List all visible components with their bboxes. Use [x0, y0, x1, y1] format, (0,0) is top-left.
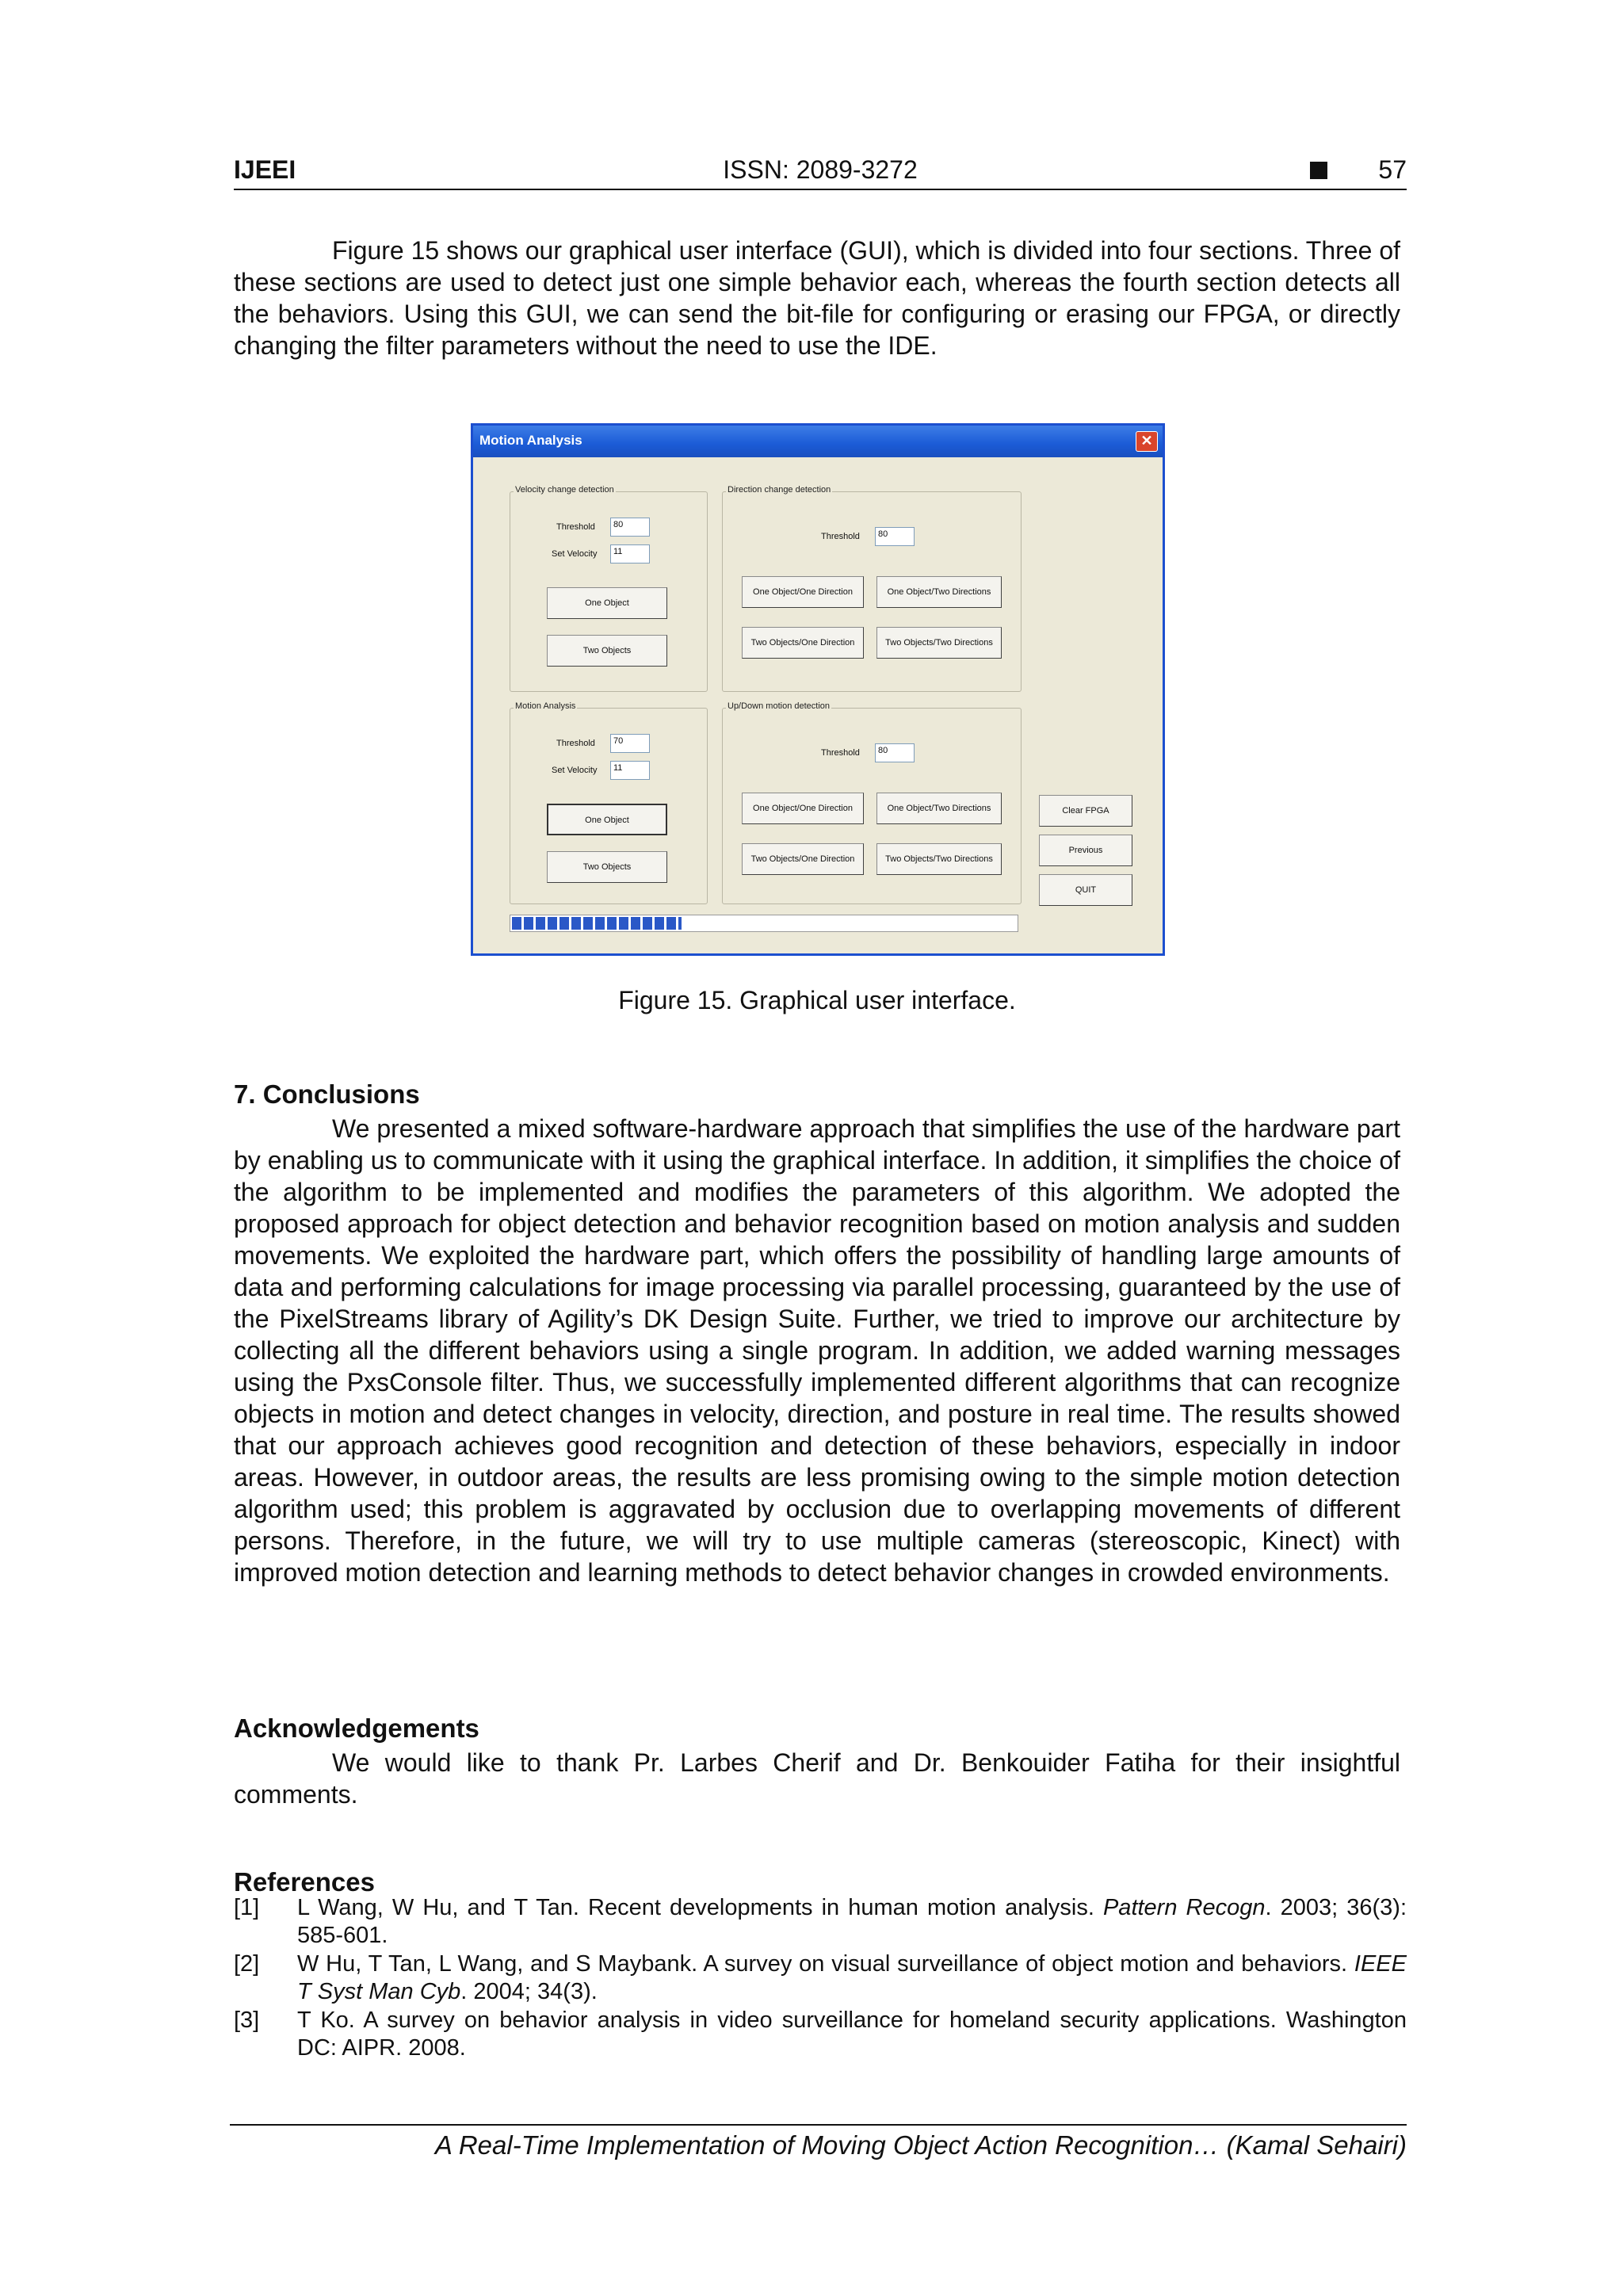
- conclusions-paragraph: [234, 1113, 1400, 1588]
- reference-text: L Wang, W Hu, and T Tan. Recent developments in human motion analysis.: [297, 1895, 1103, 1920]
- updown-legend: Up/Down motion detection: [727, 701, 831, 711]
- reference-number: [1]: [234, 1895, 260, 1920]
- updown-btn-one-one[interactable]: One Object/One Direction: [742, 793, 864, 824]
- intro-text: Figure 15 shows our graphical user interface (GUI), which is divided into four sections. Three of these sections are used to detect just one simple behavior each, whereas the fourth section detects all the behaviors. Using this GUI, we can send the bit-file for configuring or erasing our FPGA, or directly changing the filter parameters without the need to use the IDE.: [234, 236, 1400, 360]
- reference-text-end: . 2004; 34(3).: [460, 1979, 598, 2004]
- velocity-setvel-label: Set Velocity: [552, 549, 598, 559]
- reference-text: T Ko. A survey on behavior analysis in video surveillance for homeland security applications. Washington DC: AIPR. 2008.: [297, 2008, 1407, 2061]
- velocity-legend: Velocity change detection: [515, 485, 614, 495]
- acknowledgements-heading: Acknowledgements: [234, 1713, 479, 1743]
- conclusions-text: We presented a mixed software-hardware approach that simplifies the use of the hardware part by enabling us to communicate with it using the graphical interface. In addition, it simplifies the choice of the algorithm to be implemented and modifies the parameters of this algorithm. We adopted the proposed approach for object detection and behavior recognition based on motion analysis and sudden movements. We exploited the hardware part, which offers the possibility of handling large amounts of data and performing calculations for image processing via parallel processing, guaranteed by the use of the PixelStreams library of Agility’s DK Design Suite. Further, we tried to improve our architecture by collecting all the different behaviors using a single program. In addition, we added warning messages using the PxsConsole filter. Thus, we successfully implemented different algorithms that can recognize objects in motion and detect changes in velocity, direction, and posture in real time. The results showed that our approach achieves good recognition and detection of these behaviors, especially in indoor areas. However, in outdoor areas, the results are less promising owing to the simple motion detection algorithm used; this problem is aggravated by occlusion due to overlapping movements of different persons. Therefore, in the future, we will try to use multiple cameras (stereoscopic, Kinect) with improved motion detection and learning methods to detect behavior changes in crowded environments.: [234, 1114, 1400, 1587]
- reference-item: [234, 2007, 1407, 2062]
- motion-group: [510, 701, 708, 904]
- direction-btn-two-one[interactable]: Two Objects/One Direction: [742, 627, 864, 659]
- page-number: 57: [1378, 155, 1407, 184]
- previous-button[interactable]: Previous: [1039, 835, 1132, 866]
- velocity-setvel-input[interactable]: 11: [610, 544, 650, 563]
- motion-threshold-input[interactable]: 70: [610, 734, 650, 753]
- reference-text: W Hu, T Tan, L Wang, and S Maybank. A survey on visual surveillance of object motion and behaviors.: [297, 1951, 1354, 1977]
- direction-btn-one-one[interactable]: One Object/One Direction: [742, 576, 864, 608]
- motion-legend: Motion Analysis: [515, 701, 576, 711]
- updown-group: [722, 701, 1022, 904]
- progress-fill: [512, 917, 682, 930]
- motion-two-objects-button[interactable]: Two Objects: [547, 851, 667, 883]
- square-bullet-icon: [1310, 162, 1327, 179]
- reference-item: [234, 1950, 1407, 2006]
- references-list: [234, 1894, 1407, 2063]
- gui-window: [471, 423, 1165, 956]
- reference-number: [2]: [234, 1951, 260, 1977]
- journal-name: IJEEI: [234, 155, 296, 184]
- velocity-threshold-label: Threshold: [556, 522, 595, 532]
- progress-bar: [510, 915, 1018, 932]
- velocity-threshold-input[interactable]: 80: [610, 518, 650, 537]
- velocity-group: [510, 485, 708, 692]
- acknowledgements-text: We would like to thank Pr. Larbes Cherif and Dr. Benkouider Fatiha for their insightful comments.: [234, 1748, 1400, 1809]
- direction-threshold-input[interactable]: 80: [875, 527, 915, 546]
- reference-journal: IEEE T Syst Man Cyb: [297, 1951, 1407, 2004]
- acknowledgements-paragraph: [234, 1747, 1400, 1810]
- velocity-one-object-button[interactable]: One Object: [547, 587, 667, 619]
- reference-number: [3]: [234, 2008, 260, 2033]
- quit-button[interactable]: QUIT: [1039, 874, 1132, 906]
- reference-text-end: . 2003; 36(3): 585-601.: [297, 1895, 1407, 1948]
- gui-titlebar: [473, 426, 1163, 457]
- footer-rule: [230, 2124, 1407, 2126]
- updown-btn-one-two[interactable]: One Object/Two Directions: [876, 793, 1002, 824]
- references-heading: References: [234, 1867, 375, 1897]
- reference-item: [234, 1894, 1407, 1950]
- direction-legend: Direction change detection: [727, 485, 831, 495]
- direction-threshold-label: Threshold: [821, 532, 860, 541]
- conclusions-heading: 7. Conclusions: [234, 1079, 420, 1109]
- issn: ISSN: 2089-3272: [723, 155, 918, 184]
- updown-threshold-label: Threshold: [821, 748, 860, 758]
- updown-threshold-input[interactable]: 80: [875, 743, 915, 762]
- reference-journal: Pattern Recogn: [1102, 1895, 1266, 1920]
- running-footer: A Real-Time Implementation of Moving Object Action Recognition… (Kamal Sehairi): [434, 2130, 1407, 2160]
- page-header: [234, 152, 1407, 189]
- header-rule: [234, 189, 1407, 190]
- direction-btn-one-two[interactable]: One Object/Two Directions: [876, 576, 1002, 608]
- velocity-two-objects-button[interactable]: Two Objects: [547, 635, 667, 667]
- figure-caption: Figure 15. Graphical user interface.: [618, 986, 1016, 1014]
- direction-btn-two-two[interactable]: Two Objects/Two Directions: [876, 627, 1002, 659]
- clear-fpga-button[interactable]: Clear FPGA: [1039, 795, 1132, 827]
- intro-paragraph: [234, 235, 1400, 361]
- motion-setvel-label: Set Velocity: [552, 766, 598, 775]
- updown-btn-two-one[interactable]: Two Objects/One Direction: [742, 843, 864, 875]
- motion-one-object-button[interactable]: One Object: [547, 804, 667, 835]
- motion-setvel-input[interactable]: 11: [610, 761, 650, 780]
- motion-threshold-label: Threshold: [556, 739, 595, 748]
- gui-title: Motion Analysis: [479, 433, 582, 448]
- direction-group: [722, 485, 1022, 692]
- close-icon[interactable]: ✕: [1136, 431, 1158, 452]
- updown-btn-two-two[interactable]: Two Objects/Two Directions: [876, 843, 1002, 875]
